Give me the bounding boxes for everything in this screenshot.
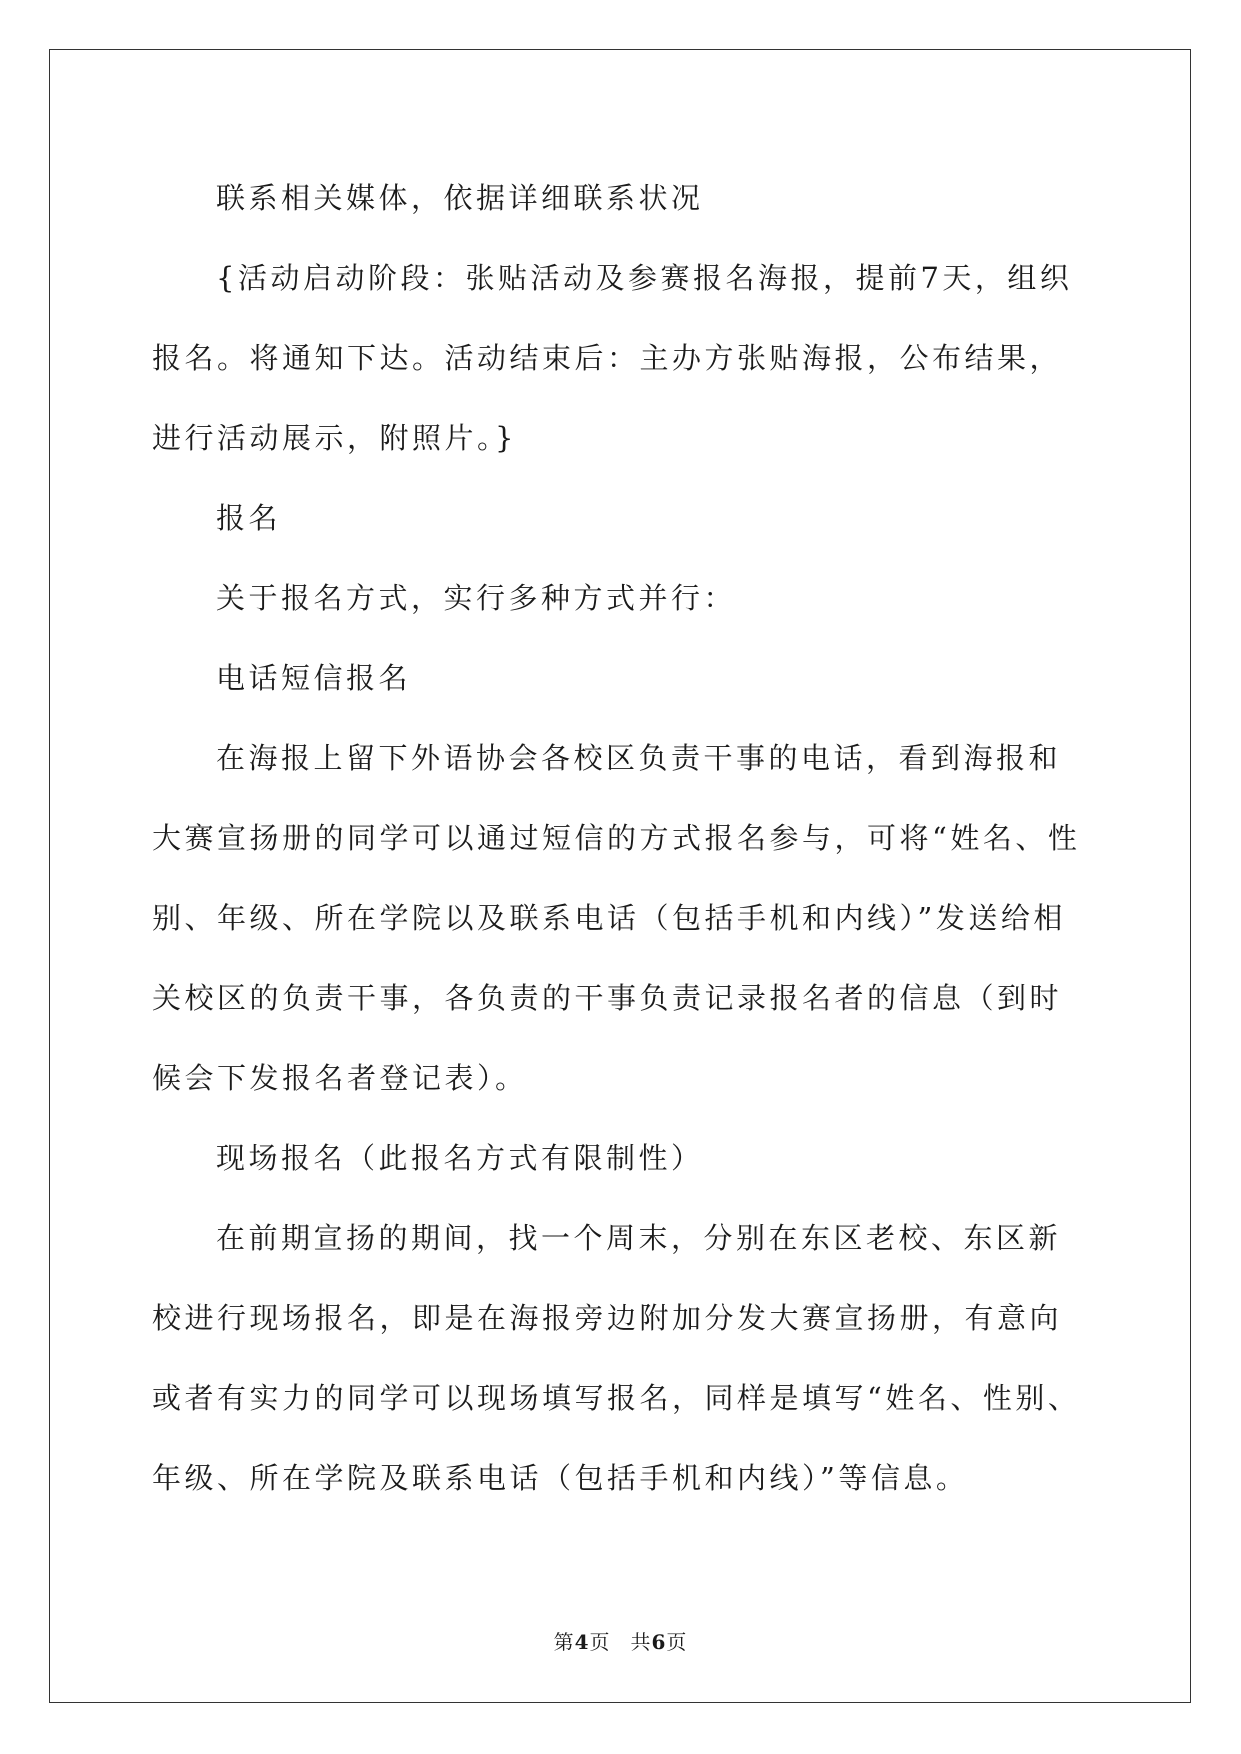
paragraph-3: 报名	[216, 501, 282, 535]
footer-prefix: 第	[553, 1630, 575, 1654]
paragraph-8: 在前期宣扬的期间，找一个周末，分别在东区老校、东区新校进行现场报名，即是在海报旁边附加分发大赛宣扬册，有意向或者有实力的同学可以现场填写报名，同样是填写“姓名、性别、年级、所在学院及联系电话（包括手机和内线）”等信息。	[152, 1221, 1081, 1495]
total-pages-number: 6	[651, 1630, 667, 1654]
paragraph-4: 关于报名方式，实行多种方式并行：	[216, 581, 737, 615]
paragraph-1: 联系相关媒体，依据详细联系状况	[216, 181, 704, 215]
paragraph-5: 电话短信报名	[216, 661, 412, 695]
document-body	[152, 158, 1092, 1518]
footer-page-suffix: 页	[589, 1630, 611, 1654]
paragraph-7: 现场报名（此报名方式有限制性）	[216, 1141, 704, 1175]
page-footer	[0, 1626, 1241, 1655]
current-page-number: 4	[574, 1630, 590, 1654]
footer-total-suffix: 页	[666, 1630, 688, 1654]
paragraph-2: {活动启动阶段：张贴活动及参赛报名海报，提前7天，组织报名。将通知下达。活动结束后：主办方张贴海报，公布结果，进行活动展示，附照片。}	[152, 261, 1073, 455]
footer-total-prefix: 共	[630, 1630, 652, 1654]
paragraph-6: 在海报上留下外语协会各校区负责干事的电话，看到海报和大赛宣扬册的同学可以通过短信的方式报名参与，可将“姓名、性别、年级、所在学院以及联系电话（包括手机和内线）”发送给相关校区的负责干事，各负责的干事负责记录报名者的信息（到时候会下发报名者登记表）。	[152, 741, 1081, 1095]
